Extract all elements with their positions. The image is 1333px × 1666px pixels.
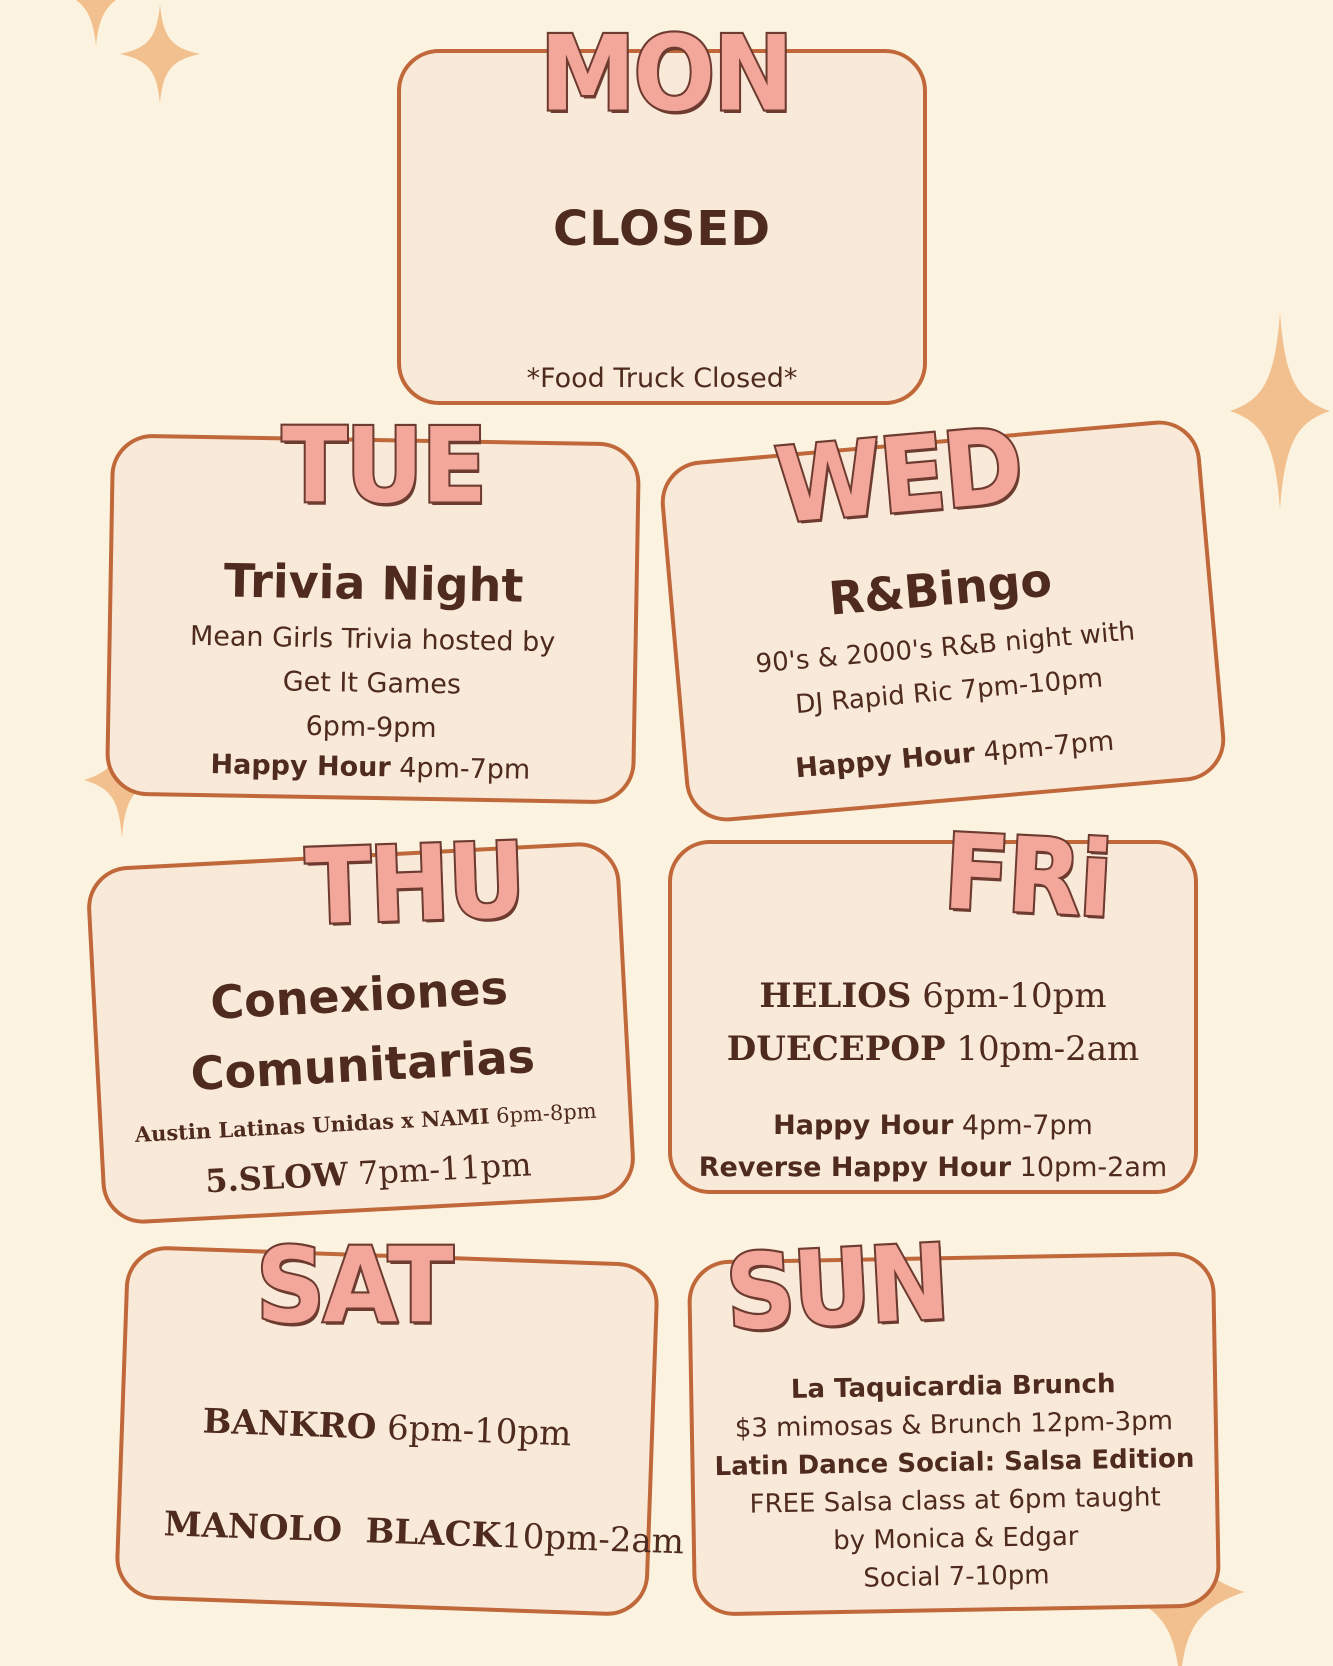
friday-reverse-happy-hour	[672, 1152, 1194, 1183]
friday-act-2-label: DUECEPOP	[726, 1029, 946, 1069]
wednesday-label: WED	[771, 405, 1026, 547]
thursday-act-label: 5.SLOW	[204, 1154, 349, 1201]
friday-rhh-label: Reverse Happy Hour	[698, 1152, 1012, 1183]
wednesday-headline: R&Bingo	[826, 552, 1054, 626]
tuesday-desc-line-1: Mean Girls Trivia hosted by	[189, 620, 556, 659]
saturday-act-1-time: 6pm-10pm	[386, 1408, 573, 1455]
sparkle-icon	[120, 4, 200, 104]
tuesday-time: 6pm-9pm	[305, 710, 437, 745]
sunday-label: SUN	[722, 1221, 951, 1355]
thursday-sub-time: 6pm-8pm	[495, 1098, 598, 1129]
thursday-headline-line-2: Comunitarias	[189, 1028, 537, 1101]
friday-card	[668, 840, 1198, 1194]
friday-hh-label: Happy Hour	[773, 1110, 954, 1141]
tuesday-hh-time: 4pm-7pm	[399, 752, 531, 786]
thursday-act-time: 7pm-11pm	[357, 1145, 533, 1193]
saturday-act-2-label: MANOLO BLACK	[163, 1504, 502, 1557]
sunday-line-6: Social 7-10pm	[863, 1560, 1050, 1594]
saturday-act-2-time: 10pm-2am	[500, 1516, 685, 1563]
sunday-line-2: $3 mimosas & Brunch 12pm-3pm	[734, 1406, 1174, 1444]
sunday-line-5: by Monica & Edgar	[832, 1521, 1079, 1557]
tuesday-happy-hour	[109, 747, 631, 787]
friday-label: FRi	[940, 811, 1114, 941]
saturday-act-2	[119, 1463, 685, 1601]
friday-act-2	[672, 1029, 1194, 1069]
friday-act-1	[672, 976, 1194, 1016]
sunday-line-3: Latin Dance Social: Salsa Edition	[714, 1443, 1195, 1483]
tuesday-desc-line-2: Get It Games	[282, 666, 462, 701]
friday-rhh-time: 10pm-2am	[1019, 1152, 1168, 1183]
friday-act-1-label: HELIOS	[759, 976, 912, 1016]
monday-note: *Food Truck Closed*	[526, 363, 798, 394]
monday-label: MON	[540, 13, 792, 135]
tuesday-label: TUE	[282, 405, 486, 527]
thursday-label: THU	[303, 819, 526, 949]
thursday-act	[105, 1140, 632, 1205]
sunday-details	[693, 1363, 1217, 1600]
wednesday-hh-time: 4pm-7pm	[982, 725, 1116, 768]
friday-hh-time: 4pm-7pm	[961, 1110, 1093, 1141]
thursday-sub-label: Austin Latinas Unidas x NAMI	[134, 1103, 491, 1147]
thursday-headline	[95, 946, 628, 1113]
wednesday-desc-line-1: 90's & 2000's R&B night with	[754, 616, 1137, 680]
tuesday-hh-label: Happy Hour	[210, 749, 391, 784]
friday-act-2-time: 10pm-2am	[956, 1029, 1140, 1069]
thursday-headline-line-1: Conexiones	[208, 960, 510, 1030]
tuesday-description	[110, 613, 634, 754]
sunday-line-1: La Taquicardia Brunch	[790, 1369, 1116, 1405]
saturday-act-1	[124, 1399, 651, 1457]
sunday-line-4: FREE Salsa class at 6pm taught	[749, 1482, 1161, 1520]
monday-headline: CLOSED	[552, 201, 772, 257]
wednesday-desc-line-2: DJ Rapid Ric 7pm-10pm	[794, 663, 1105, 721]
friday-happy-hour	[672, 1110, 1194, 1141]
wednesday-hh-label: Happy Hour	[794, 737, 977, 785]
friday-act-1-time: 6pm-10pm	[922, 976, 1107, 1016]
sparkle-icon	[1230, 312, 1330, 510]
sparkle-icon	[76, 0, 116, 46]
tuesday-headline: Trivia Night	[223, 553, 524, 613]
saturday-label: SAT	[256, 1225, 452, 1347]
saturday-act-1-label: BANKRO	[202, 1401, 378, 1448]
